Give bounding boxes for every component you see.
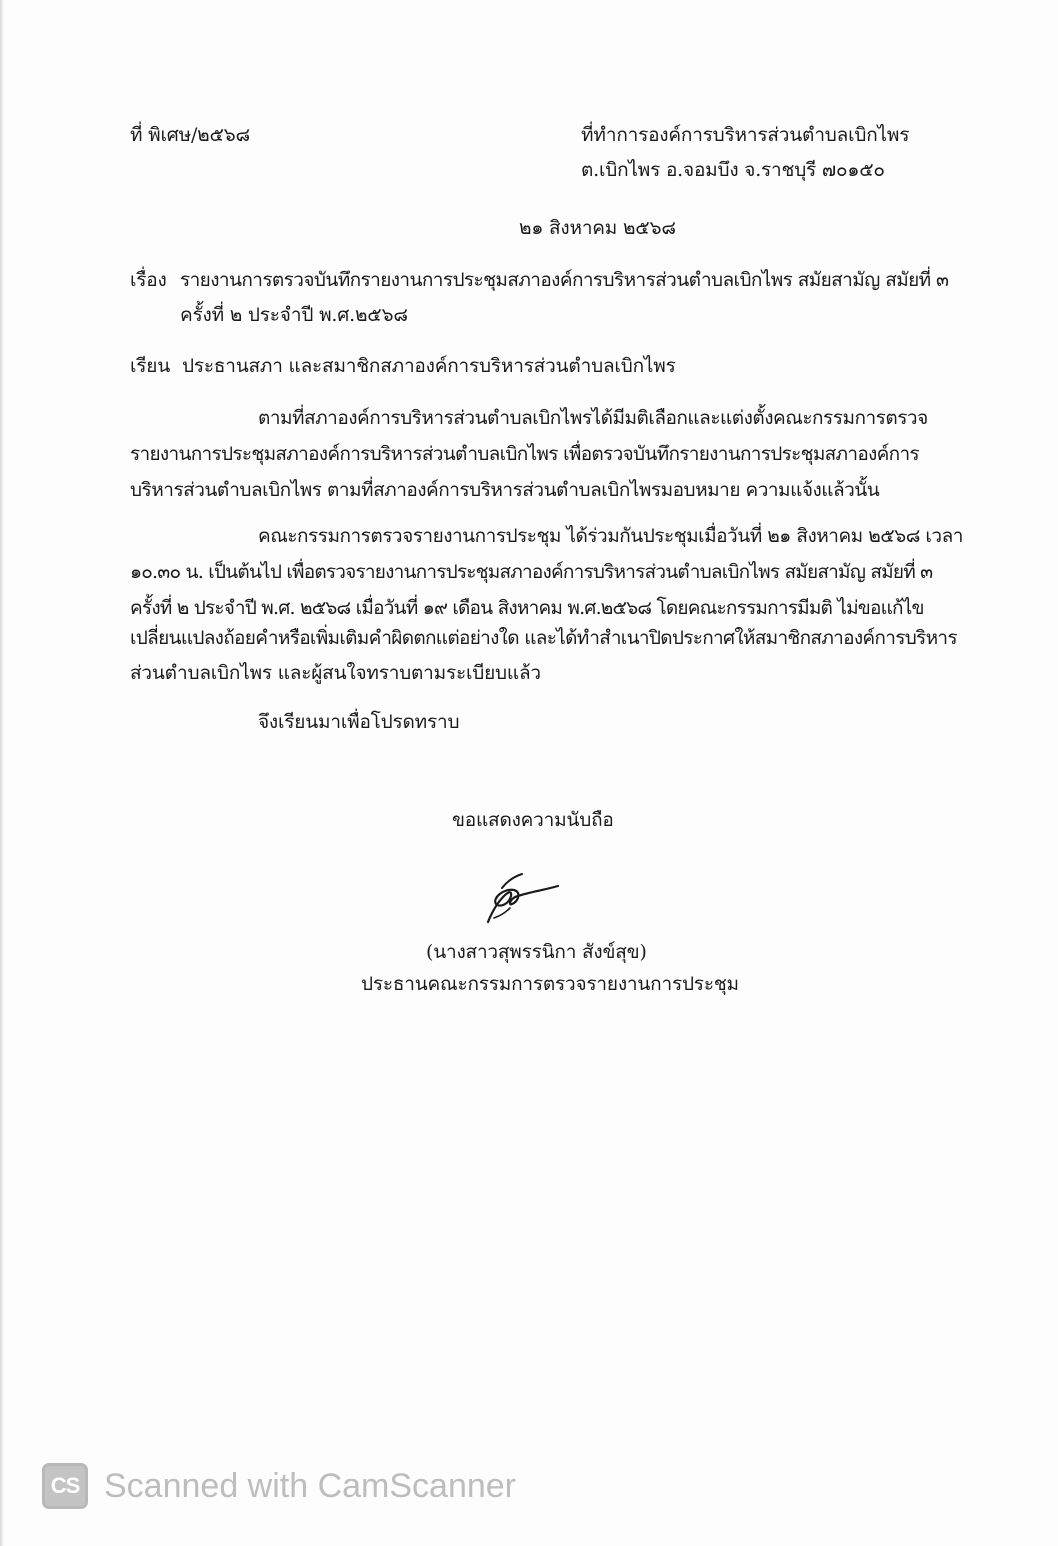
salutation-label: เรียน	[130, 355, 171, 377]
paragraph2-line3: ครั้งที่ ๒ ประจำปี พ.ศ. ๒๕๖๘ เมื่อวันที่ ๑๙ เดือน สิงหาคม พ.ศ.๒๕๖๘ โดยคณะกรรมการมีมติ ไม่ขอแก้ไข	[130, 597, 924, 619]
paragraph1-line1: ตามที่สภาองค์การบริหารส่วนตำบลเบิกไพรได้มีมติเลือกและแต่งตั้งคณะกรรมการตรวจ	[258, 407, 928, 429]
reference-number: ที่ พิเศษ/๒๕๖๘	[130, 124, 250, 146]
watermark-text: Scanned with CamScanner	[104, 1466, 517, 1505]
paragraph2-line1: คณะกรรมการตรวจรายงานการประชุม ได้ร่วมกันประชุมเมื่อวันที่ ๒๑ สิงหาคม ๒๕๖๘ เวลา	[258, 525, 963, 547]
signatory-name: (นางสาวสุพรรนิกา สังข์สุข)	[426, 941, 647, 963]
closing-line: จึงเรียนมาเพื่อโปรดทราบ	[258, 711, 460, 733]
letter-date: ๒๑ สิงหาคม ๒๕๖๘	[519, 217, 676, 239]
subject-label: เรื่อง	[130, 269, 167, 291]
paragraph2-line5: ส่วนตำบลเบิกไพร และผู้สนใจทราบตามระเบียบแล้ว	[130, 662, 541, 684]
camscanner-logo-text: CS	[50, 1473, 80, 1498]
scan-edge-shadow	[0, 0, 4, 1546]
paragraph2-line4: เปลี่ยนแปลงถ้อยคำหรือเพิ่มเติมคำผิดตกแต่อย่างใด และได้ทำสำเนาปิดประกาศให้สมาชิกสภาองค์การบริหาร	[130, 627, 957, 649]
paragraph1-line3: บริหารส่วนตำบลเบิกไพร ตามที่สภาองค์การบริหารส่วนตำบลเบิกไพรมอบหมาย ความแจ้งแล้วนั้น	[130, 479, 880, 501]
office-address-line2: ต.เบิกไพร อ.จอมบึง จ.ราชบุรี ๗๐๑๕๐	[581, 159, 885, 181]
salutation-text: ประธานสภา และสมาชิกสภาองค์การบริหารส่วนตำบลเบิกไพร	[182, 355, 676, 377]
regards-text: ขอแสดงความนับถือ	[452, 809, 614, 831]
subject-line1: รายงานการตรวจบันทึกรายงานการประชุมสภาองค์การบริหารส่วนตำบลเบิกไพร สมัยสามัญ สมัยที่ ๓	[180, 269, 949, 291]
signature-image	[478, 868, 562, 930]
paragraph1-line2: รายงานการประชุมสภาองค์การบริหารส่วนตำบลเบิกไพร เพื่อตรวจบันทึกรายงานการประชุมสภาองค์การ	[130, 443, 919, 465]
office-address-line1: ที่ทำการองค์การบริหารส่วนตำบลเบิกไพร	[581, 124, 910, 146]
signatory-position: ประธานคณะกรรมการตรวจรายงานการประชุม	[361, 973, 739, 995]
camscanner-logo-icon	[42, 1463, 88, 1509]
paragraph2-line2: ๑๐.๓๐ น. เป็นต้นไป เพื่อตรวจรายงานการประชุมสภาองค์การบริหารส่วนตำบลเบิกไพร สมัยสามัญ สมัยที่ ๓	[130, 561, 933, 583]
subject-line2: ครั้งที่ ๒ ประจำปี พ.ศ.๒๕๖๘	[180, 304, 408, 326]
camscanner-watermark	[42, 1462, 516, 1510]
